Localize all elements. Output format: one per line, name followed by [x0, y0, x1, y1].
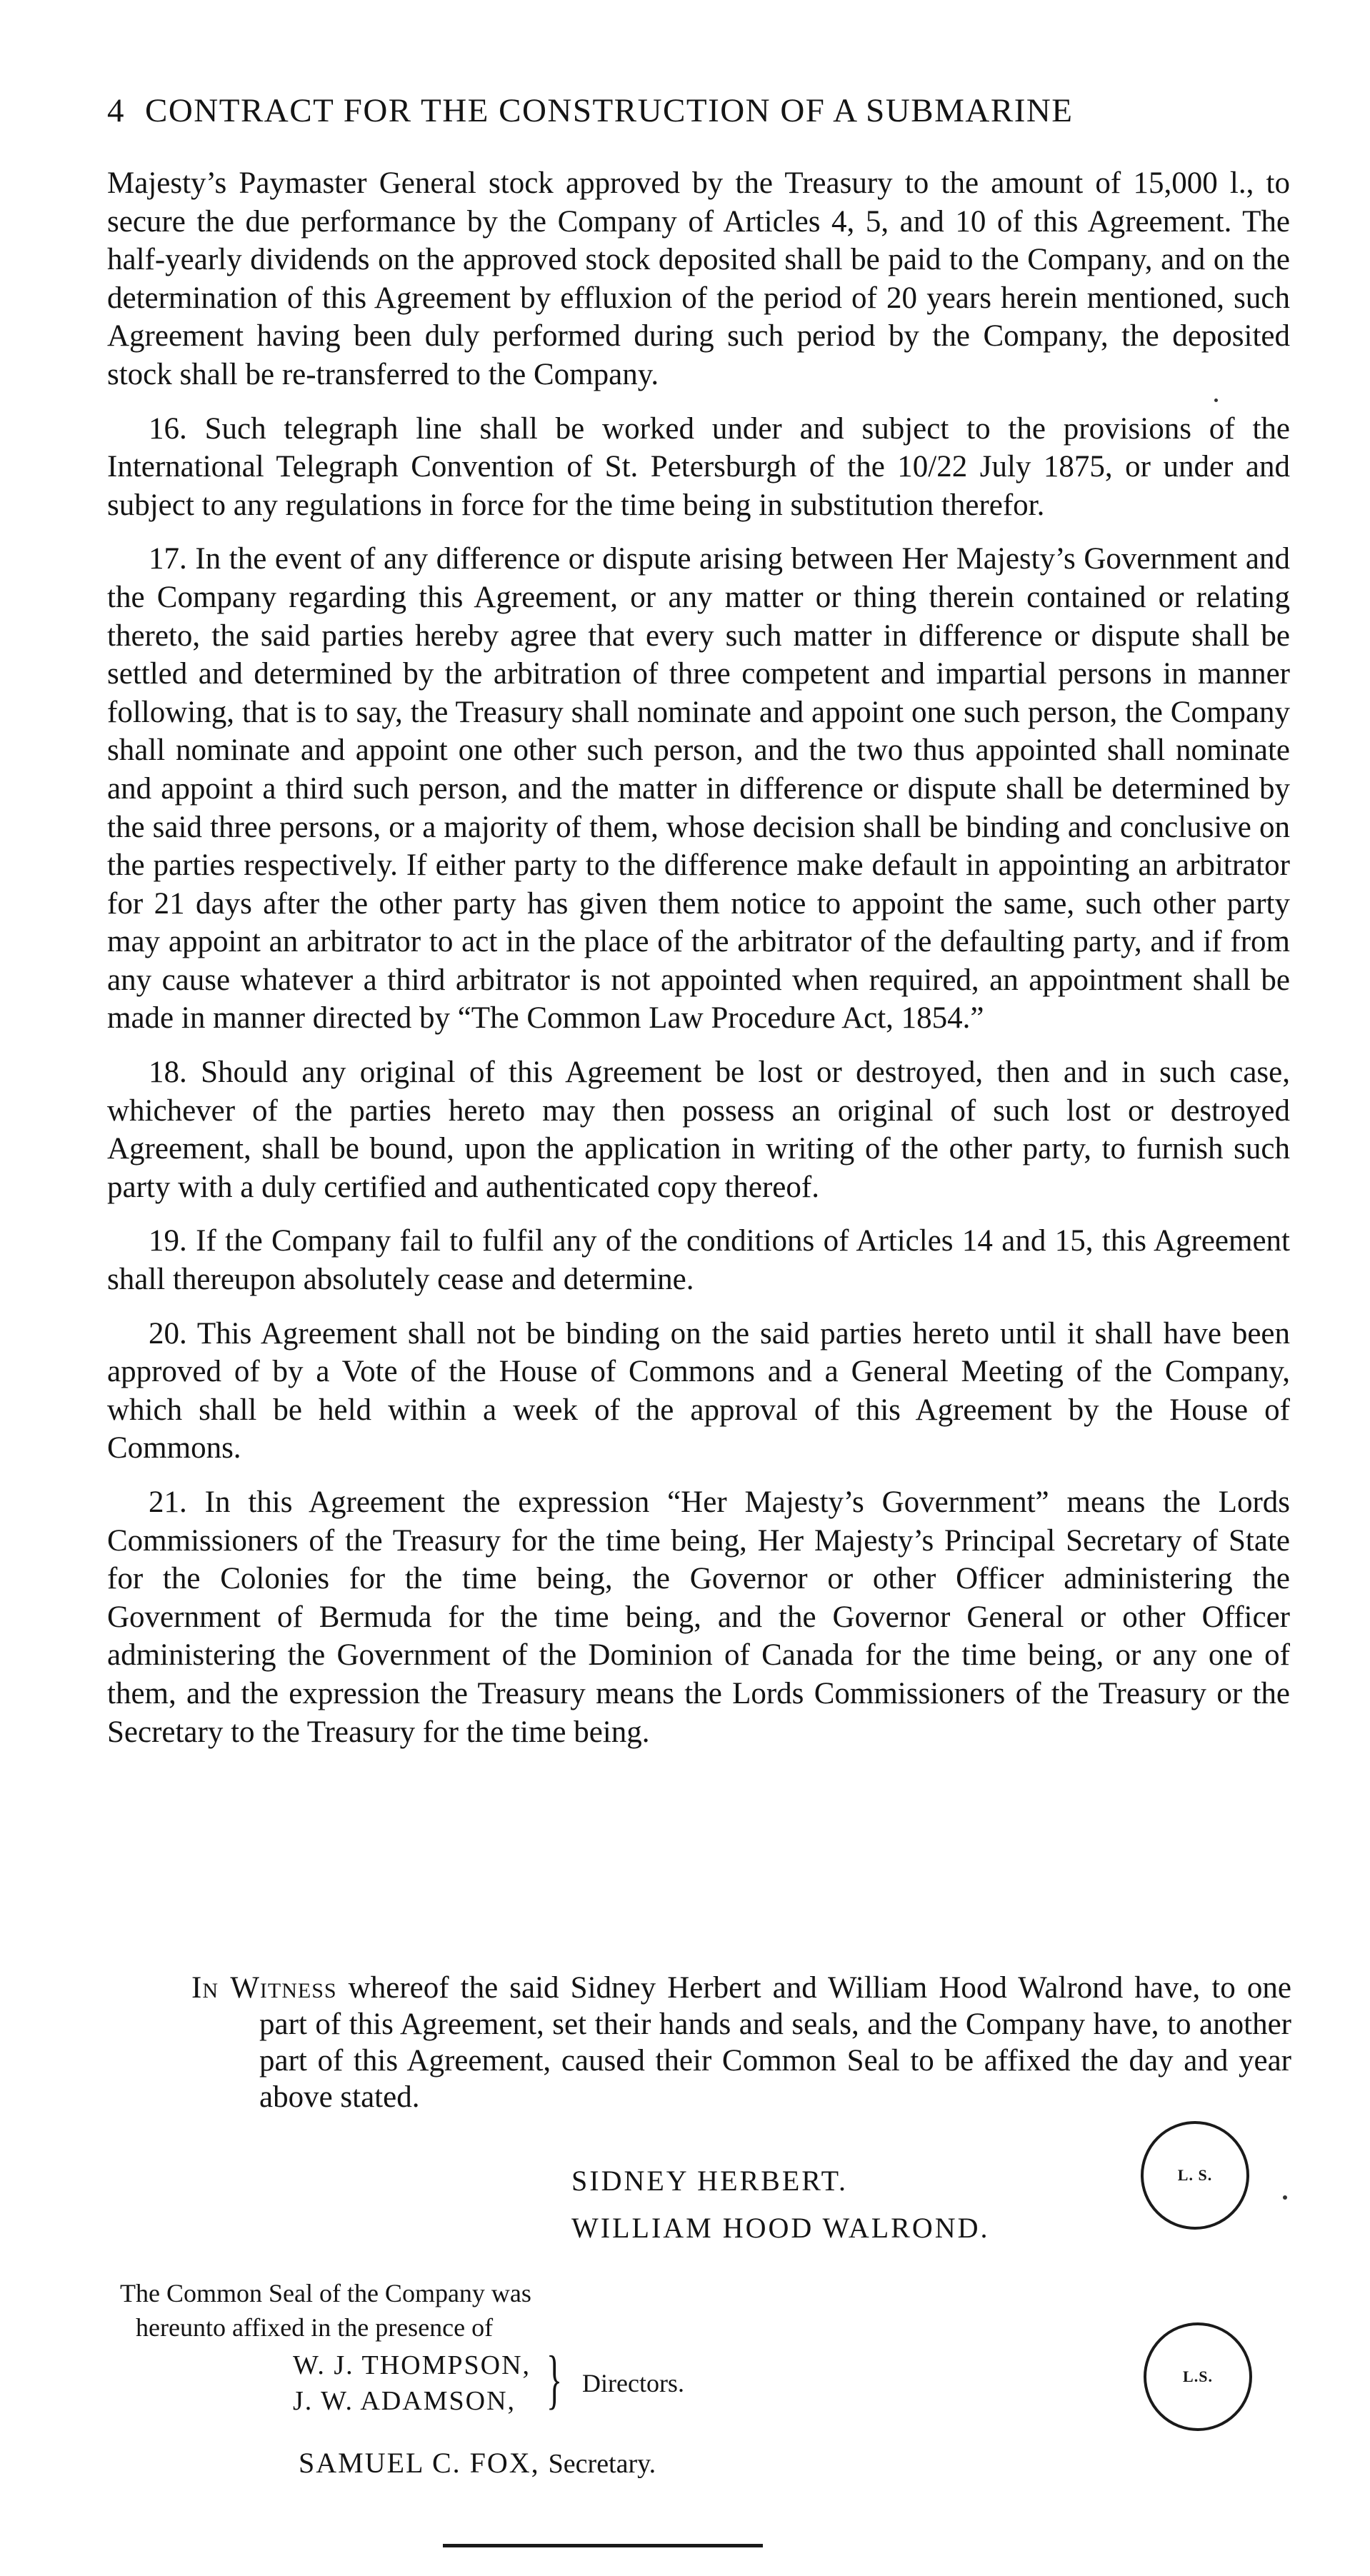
article-21: 21. In this Agreement the expression “Her Majesty’s Government” means the Lords Commissioners of the Treasury for the time being, Her Majesty’s Principal Secretary of State for the Colonies for the time being, the Governor or other Officer administering the Government of Bermuda for the time being, and the Governor General or other Officer administering the Government of the Dominion of Canada for the time being, or any one of them, and the expression the Treasury means the Lords Commissioners of the Treasury or the Secretary to the Treasury for the time being.: [107, 1485, 1290, 1749]
article-19: 19. If the Company fail to fulfil any of the conditions of Articles 14 and 15, this Agreement shall thereupon absolutely cease and determine.: [107, 1224, 1290, 1297]
brace-glyph: }: [546, 2342, 563, 2415]
witness-clause: [191, 1970, 1291, 2115]
paragraph-continuation: Majesty’s Paymaster General stock approved by the Treasury to the amount of 15,000 l., to secure the due performance by the Company of Articles 4, 5, and 10 of this Agreement. The half-yearly dividends on the approved stock deposited shall be paid to the Company, and on the determination of this Agreement by effluxion of the period of 20 years herein mentioned, such Agreement having been duly performed during such period by the Company, the deposited stock shall be re-transferred to the Company.: [107, 166, 1290, 391]
print-speck: [1283, 2195, 1287, 2200]
closing-rule: [443, 2544, 763, 2547]
director-adamson: J. W. ADAMSON,: [293, 2386, 516, 2416]
signature-sidney-herbert: SIDNEY HERBERT.: [571, 2165, 849, 2197]
seal-label: L. S.: [1177, 2166, 1213, 2184]
directors-label: Directors.: [582, 2369, 684, 2397]
seal-note-line1: The Common Seal of the Company was: [120, 2279, 531, 2307]
signature-william-hood-walrond: WILLIAM HOOD WALROND.: [571, 2212, 990, 2244]
print-speck: [1214, 399, 1218, 402]
body-text: [107, 164, 1290, 1767]
page-number: 4: [107, 92, 125, 129]
running-title: CONTRACT FOR THE CONSTRUCTION OF A SUBMARINE: [145, 92, 1074, 129]
witness-text: whereof the said Sidney Herbert and William Hood Walrond have, to one part of this Agreement, set their hands and seals, and the Company have, to another part of this Agreement, caused their Common Seal to be affixed the day and year above stated.: [259, 1971, 1291, 2114]
seal-stamp-company: [1144, 2322, 1252, 2431]
seal-label-company: L.S.: [1183, 2367, 1213, 2385]
article-18: 18. Should any original of this Agreement be lost or destroyed, then and in such case, whichever of the parties hereto may then possess an original of such lost or destroyed Agreement, shall be bound, upon the application in writing of the other party, to furnish such party with a duly certified and authenticated copy thereof.: [107, 1056, 1290, 1204]
seal-stamp: [1141, 2121, 1249, 2230]
director-thompson: W. J. THOMPSON,: [293, 2350, 531, 2380]
page-header: [107, 91, 1293, 130]
secretary-signature: [299, 2446, 656, 2480]
witness-lead: In Witness: [191, 1971, 337, 2005]
article-20: 20. This Agreement shall not be binding on the said parties hereto until it shall have been approved of by a Vote of the House of Commons and a General Meeting of the Company, which shall be held within a week of the approval of this Agreement by the House of Commons.: [107, 1316, 1290, 1465]
article-16: 16. Such telegraph line shall be worked under and subject to the provisions of the International Telegraph Convention of St. Petersburgh of the 10/22 July 1875, or under and subject to any regulations in force for the time being in substitution therefor.: [107, 411, 1290, 522]
secretary-name: SAMUEL C. FOX,: [299, 2447, 540, 2479]
article-17: 17. In the event of any difference or dispute arising between Her Majesty’s Government and the Company regarding this Agreement, or any matter or thing therein contained or relating thereto, the said parties hereby agree that every such matter in difference or dispute shall be settled and determined by the arbitration of three competent and impartial persons in manner following, that is to say, the Treasury shall nominate and appoint one such person, the Company shall nominate and appoint one other such person, and the two thus appointed shall nominate and appoint a third such person, and the matter in difference or dispute shall be determined by the said three persons, or a majority of them, whose decision shall be binding and conclusive on the parties respectively. If either party to the difference make default in appointing an arbitrator for 21 days after the other party has given them notice to appoint the same, such other party may appoint an arbitrator to act in the place of the arbitrator of the defaulting party, and if from any cause whatever a third arbitrator is not appointed when required, an appointment shall be made in manner directed by “The Common Law Procedure Act, 1854.”: [107, 542, 1290, 1036]
seal-note-line2: hereunto affixed in the presence of: [136, 2313, 494, 2342]
secretary-role: Secretary.: [548, 2449, 656, 2479]
